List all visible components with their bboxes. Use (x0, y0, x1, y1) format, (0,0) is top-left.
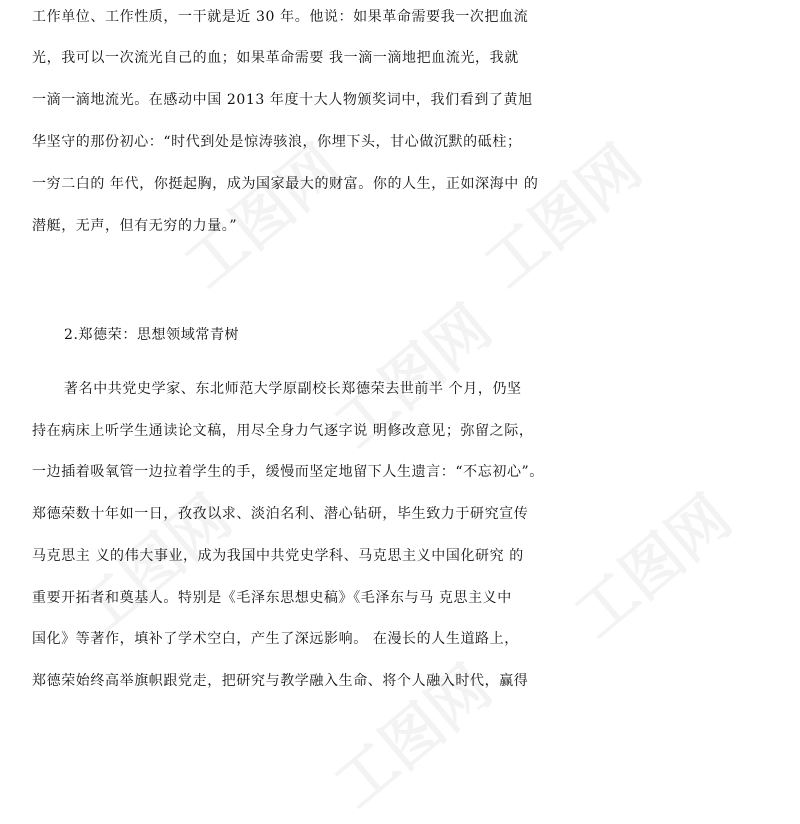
paragraph-line: 一穷二白的 年代，你挺起胸，成为国家最大的财富。你的人生，正如深海中 的 (32, 176, 539, 192)
paragraph-line: 著名中共党史学家、东北师范大学原副校长郑德荣去世前半 个月，仍坚 (64, 381, 522, 397)
paragraph-line: 一滴一滴地流光。在感动中国 2013 年度十大人物颁奖词中，我们看到了黄旭 (32, 92, 533, 108)
paragraph-line: 华坚守的那份初心：“时代到处是惊涛骇浪，你埋下头，甘心做沉默的砥柱； (32, 134, 522, 150)
paragraph-line: 工作单位、工作性质，一干就是近 30 年。他说：如果革命需要我一次把血流 (32, 9, 529, 25)
paragraph-line: 持在病床上听学生通读论文稿，用尽全身力气逐字说 明修改意见；弥留之际， (32, 423, 534, 439)
paragraph-line: 国化》等著作，填补了学术空白，产生了深远影响。 在漫长的人生道路上， (32, 631, 519, 647)
paragraph-line: 重要开拓者和奠基人。特别是《毛泽东思想史稿》《毛泽东与马 克思主义中 (32, 590, 512, 606)
section-heading: 2.郑德荣：思想领域常青树 (64, 327, 240, 343)
paragraph-line: 潜艇，无声，但有无穷的力量。” (32, 218, 238, 234)
paragraph-line: 一边插着吸氧管一边拉着学生的手，缓慢而坚定地留下人生遗言：“不忘初心”。 (32, 464, 544, 480)
paragraph-line: 郑德荣数十年如一日，孜孜以求、淡泊名利、潜心钻研，毕生致力于研究宣传 (32, 506, 529, 522)
paragraph-line: 马克思主 义的伟大事业，成为我国中共党史学科、马克思主义中国化研究 的 (32, 548, 524, 564)
paragraph-line: 光，我可以一次流光自己的血；如果革命需要 我一滴一滴地把血流光，我就 (32, 50, 519, 66)
paragraph-line: 郑德荣始终高举旗帜跟党走，把研究与教学融入生命、将个人融入时代，赢得 (32, 673, 529, 689)
